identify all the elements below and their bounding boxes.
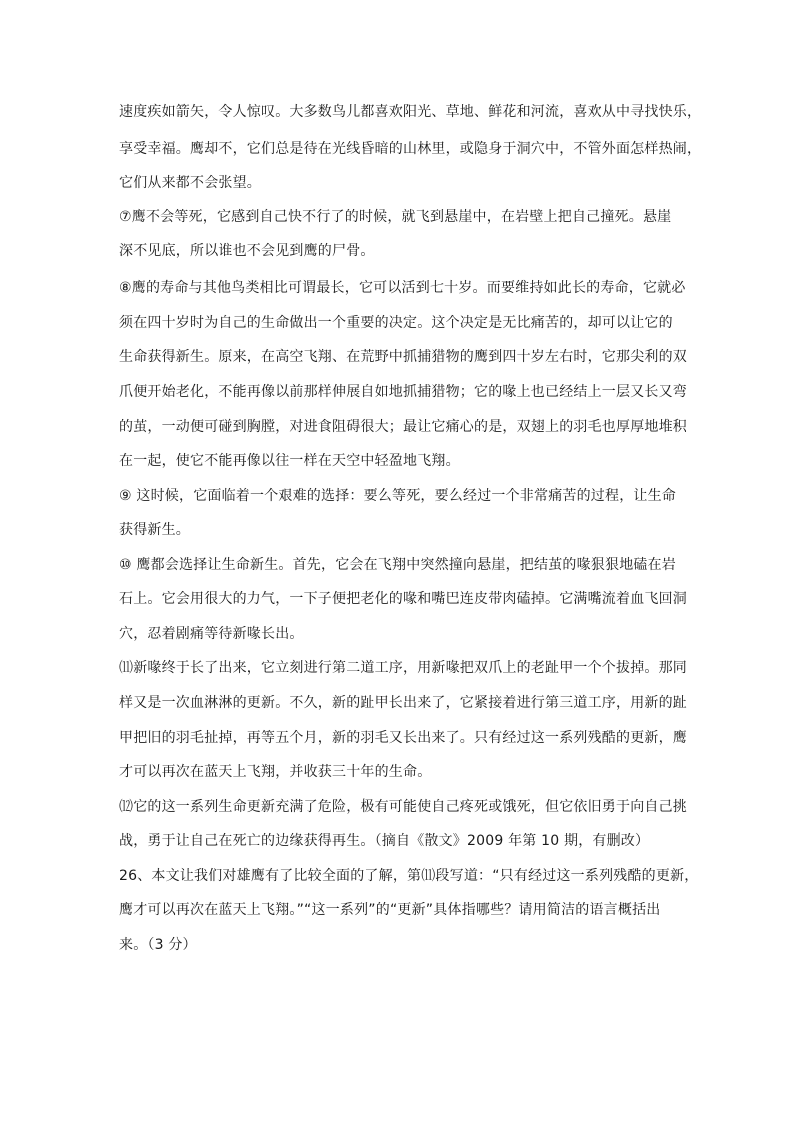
text-line: 在一起，使它不能再像以往一样在天空中轻盈地飞翔。 xyxy=(119,453,460,469)
text-line: 26、本文让我们对雄鹰有了比较全面的了解，第⑾段写道：“只有经过这一系列残酷的更新， xyxy=(119,868,699,884)
text-line: 才可以再次在蓝天上飞翔，并收获三十年的生命。 xyxy=(119,764,432,780)
text-line: 鹰才可以再次在蓝天上飞翔。”“这一系列”的“更新”具体指哪些？请用简洁的语言概括出 xyxy=(119,902,661,918)
text-line: 获得新生。 xyxy=(119,522,190,538)
text-line: ⑨ 这时候，它面临着一个艰难的选择：要么等死，要么经过一个非常痛苦的过程，让生命 xyxy=(119,488,676,504)
text-line: 爪便开始老化，不能再像以前那样伸展自如地抓捕猎物；它的喙上也已经结上一层又长又弯 xyxy=(119,384,687,400)
text-line: 须在四十岁时为自己的生命做出一个重要的决定。这个决定是无比痛苦的，却可以让它的 xyxy=(119,315,673,331)
text-line: ⑦鹰不会等死，它感到自己快不行了的时候，就飞到悬崖中，在岩壁上把自己撞死。悬崖 xyxy=(119,209,672,225)
text-line: ⑧鹰的寿命与其他鸟类相比可谓最长，它可以活到七十岁。而要维持如此长的寿命，它就必 xyxy=(119,280,686,296)
text-line: 穴，忍着剧痛等待新喙长出。 xyxy=(119,626,304,642)
text-line: ⑿它的这一系列生命更新充满了危险，极有可能使自己疼死或饿死，但它依旧勇于向自己挑 xyxy=(119,799,687,815)
text-line: 速度疾如箭矢，令人惊叹。大多数鸟儿都喜欢阳光、草地、鲜花和河流，喜欢从中寻找快乐， xyxy=(119,104,702,120)
text-line: ⑾新喙终于长了出来，它立刻进行第二道工序，用新喙把双爪上的老趾甲一个个拔掉。那同 xyxy=(119,660,687,676)
text-line: 战，勇于让自己在死亡的边缘获得再生。（摘自《散文》2009 年第 10 期，有删改） xyxy=(119,833,650,849)
text-line: 深不见底，所以谁也不会见到鹰的尸骨。 xyxy=(119,243,375,259)
text-line: 石上。它会用很大的力气，一下子便把老化的喙和嘴巴连皮带肉磕掉。它满嘴流着血飞回洞 xyxy=(119,591,687,607)
text-line: ⑩ 鹰都会选择让生命新生。首先，它会在飞翔中突然撞向悬崖，把结茧的喙狠狠地磕在岩 xyxy=(119,557,676,573)
text-line: 来。（3 分） xyxy=(119,937,197,953)
text-line: 甲把旧的羽毛扯掉，再等五个月，新的羽毛又长出来了。只有经过这一系列残酷的更新，鹰 xyxy=(119,730,687,746)
text-line: 享受幸福。鹰却不，它们总是待在光线昏暗的山林里，或隐身于洞穴中，不管外面怎样热闹， xyxy=(119,141,702,157)
text-line: 样又是一次血淋淋的更新。不久，新的趾甲长出来了，它紧接着进行第三道工序，用新的趾 xyxy=(119,695,687,711)
text-line: 的茧，一动便可碰到胸膛，对进食阻碍很大；最让它痛心的是，双翅上的羽毛也厚厚地堆积 xyxy=(119,419,687,435)
text-line: 生命获得新生。原来，在高空飞翔、在荒野中抓捕猎物的鹰到四十岁左右时，它那尖利的双 xyxy=(119,349,687,365)
text-line: 它们从来都不会张望。 xyxy=(119,175,261,191)
